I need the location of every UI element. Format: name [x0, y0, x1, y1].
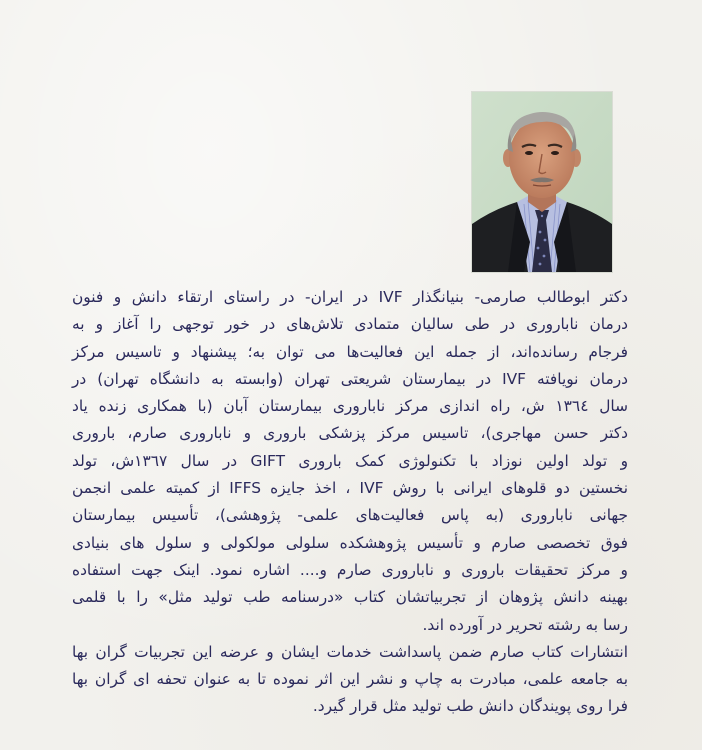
author-portrait-photo	[472, 92, 612, 272]
text-line: به جامعه علمی، مبادرت به چاپ و نشر این اثر نموده تا به عنوان تحفه ای گران بها	[72, 670, 628, 689]
portrait-image-icon	[472, 92, 612, 272]
text-line: سال ١٣٦٤ ش، راه اندازی مرکز ناباروری بیمارستان آبان (با همکاری زنده یاد	[72, 397, 628, 416]
text-line: فرا روی پویندگان دانش طب تولید مثل قرار گیرد.	[312, 697, 628, 716]
text-line: رسا به رشته تحریر در آورده اند.	[422, 615, 628, 634]
text-line: انتشارات کتاب صارم ضمن پاسداشت خدمات ایشان و عرضه این تجربیات گران بها	[72, 642, 628, 661]
text-line: فوق تخصصی صارم و تأسیس پژوهشکده سلولی مولکولی و سلول های بنیادی	[72, 533, 628, 552]
text-line: نخستین دو قلوهای ایرانی با روش IVF ، اخذ جایزه IFFS از کمیته علمی انجمن	[72, 479, 629, 498]
text-line: درمان ناباروری در طی سالیان متمادی تلاش‌های در خور توجهی را آغاز و به	[72, 315, 628, 334]
text-line: دکتر ابوطالب صارمی- بنیانگذار IVF در ایران- در راستای ارتقاء دانش و فنون	[72, 288, 628, 306]
biography-paragraph-1	[72, 284, 628, 639]
author-biography	[72, 284, 628, 721]
text-line: جهانی ناباروری (به پاس فعالیت‌های علمی- پژوهشی)، تأسیس بیمارستان	[72, 506, 628, 525]
text-line: بهینه دانش پژوهان از تجربیاتشان کتاب «درسنامه طب تولید مثل» را با قلمی	[72, 588, 628, 607]
text-line: دکتر حسن مهاجری)، تاسیس مرکز پزشکی باروری و ناباروری صارم، باروری	[72, 424, 628, 443]
biography-paragraph-2	[72, 639, 628, 721]
text-line: درمان نویافته IVF در بیمارستان شریعتی تهران (وابسته به دانشگاه تهران) در	[72, 369, 628, 388]
text-line: فرجام رسانده‌اند، از جمله این فعالیت‌ها می توان به؛ پیشنهاد و تاسیس مرکز	[72, 342, 628, 361]
text-line: و مرکز تحقیقات باروری و ناباروری صارم و.... اشاره نمود. اینک جهت استفاده	[72, 560, 628, 579]
text-line: و تولد اولین نوزاد با تکنولوژی کمک باروری GIFT در سال ١٣٦٧ش، تولد	[72, 451, 629, 470]
